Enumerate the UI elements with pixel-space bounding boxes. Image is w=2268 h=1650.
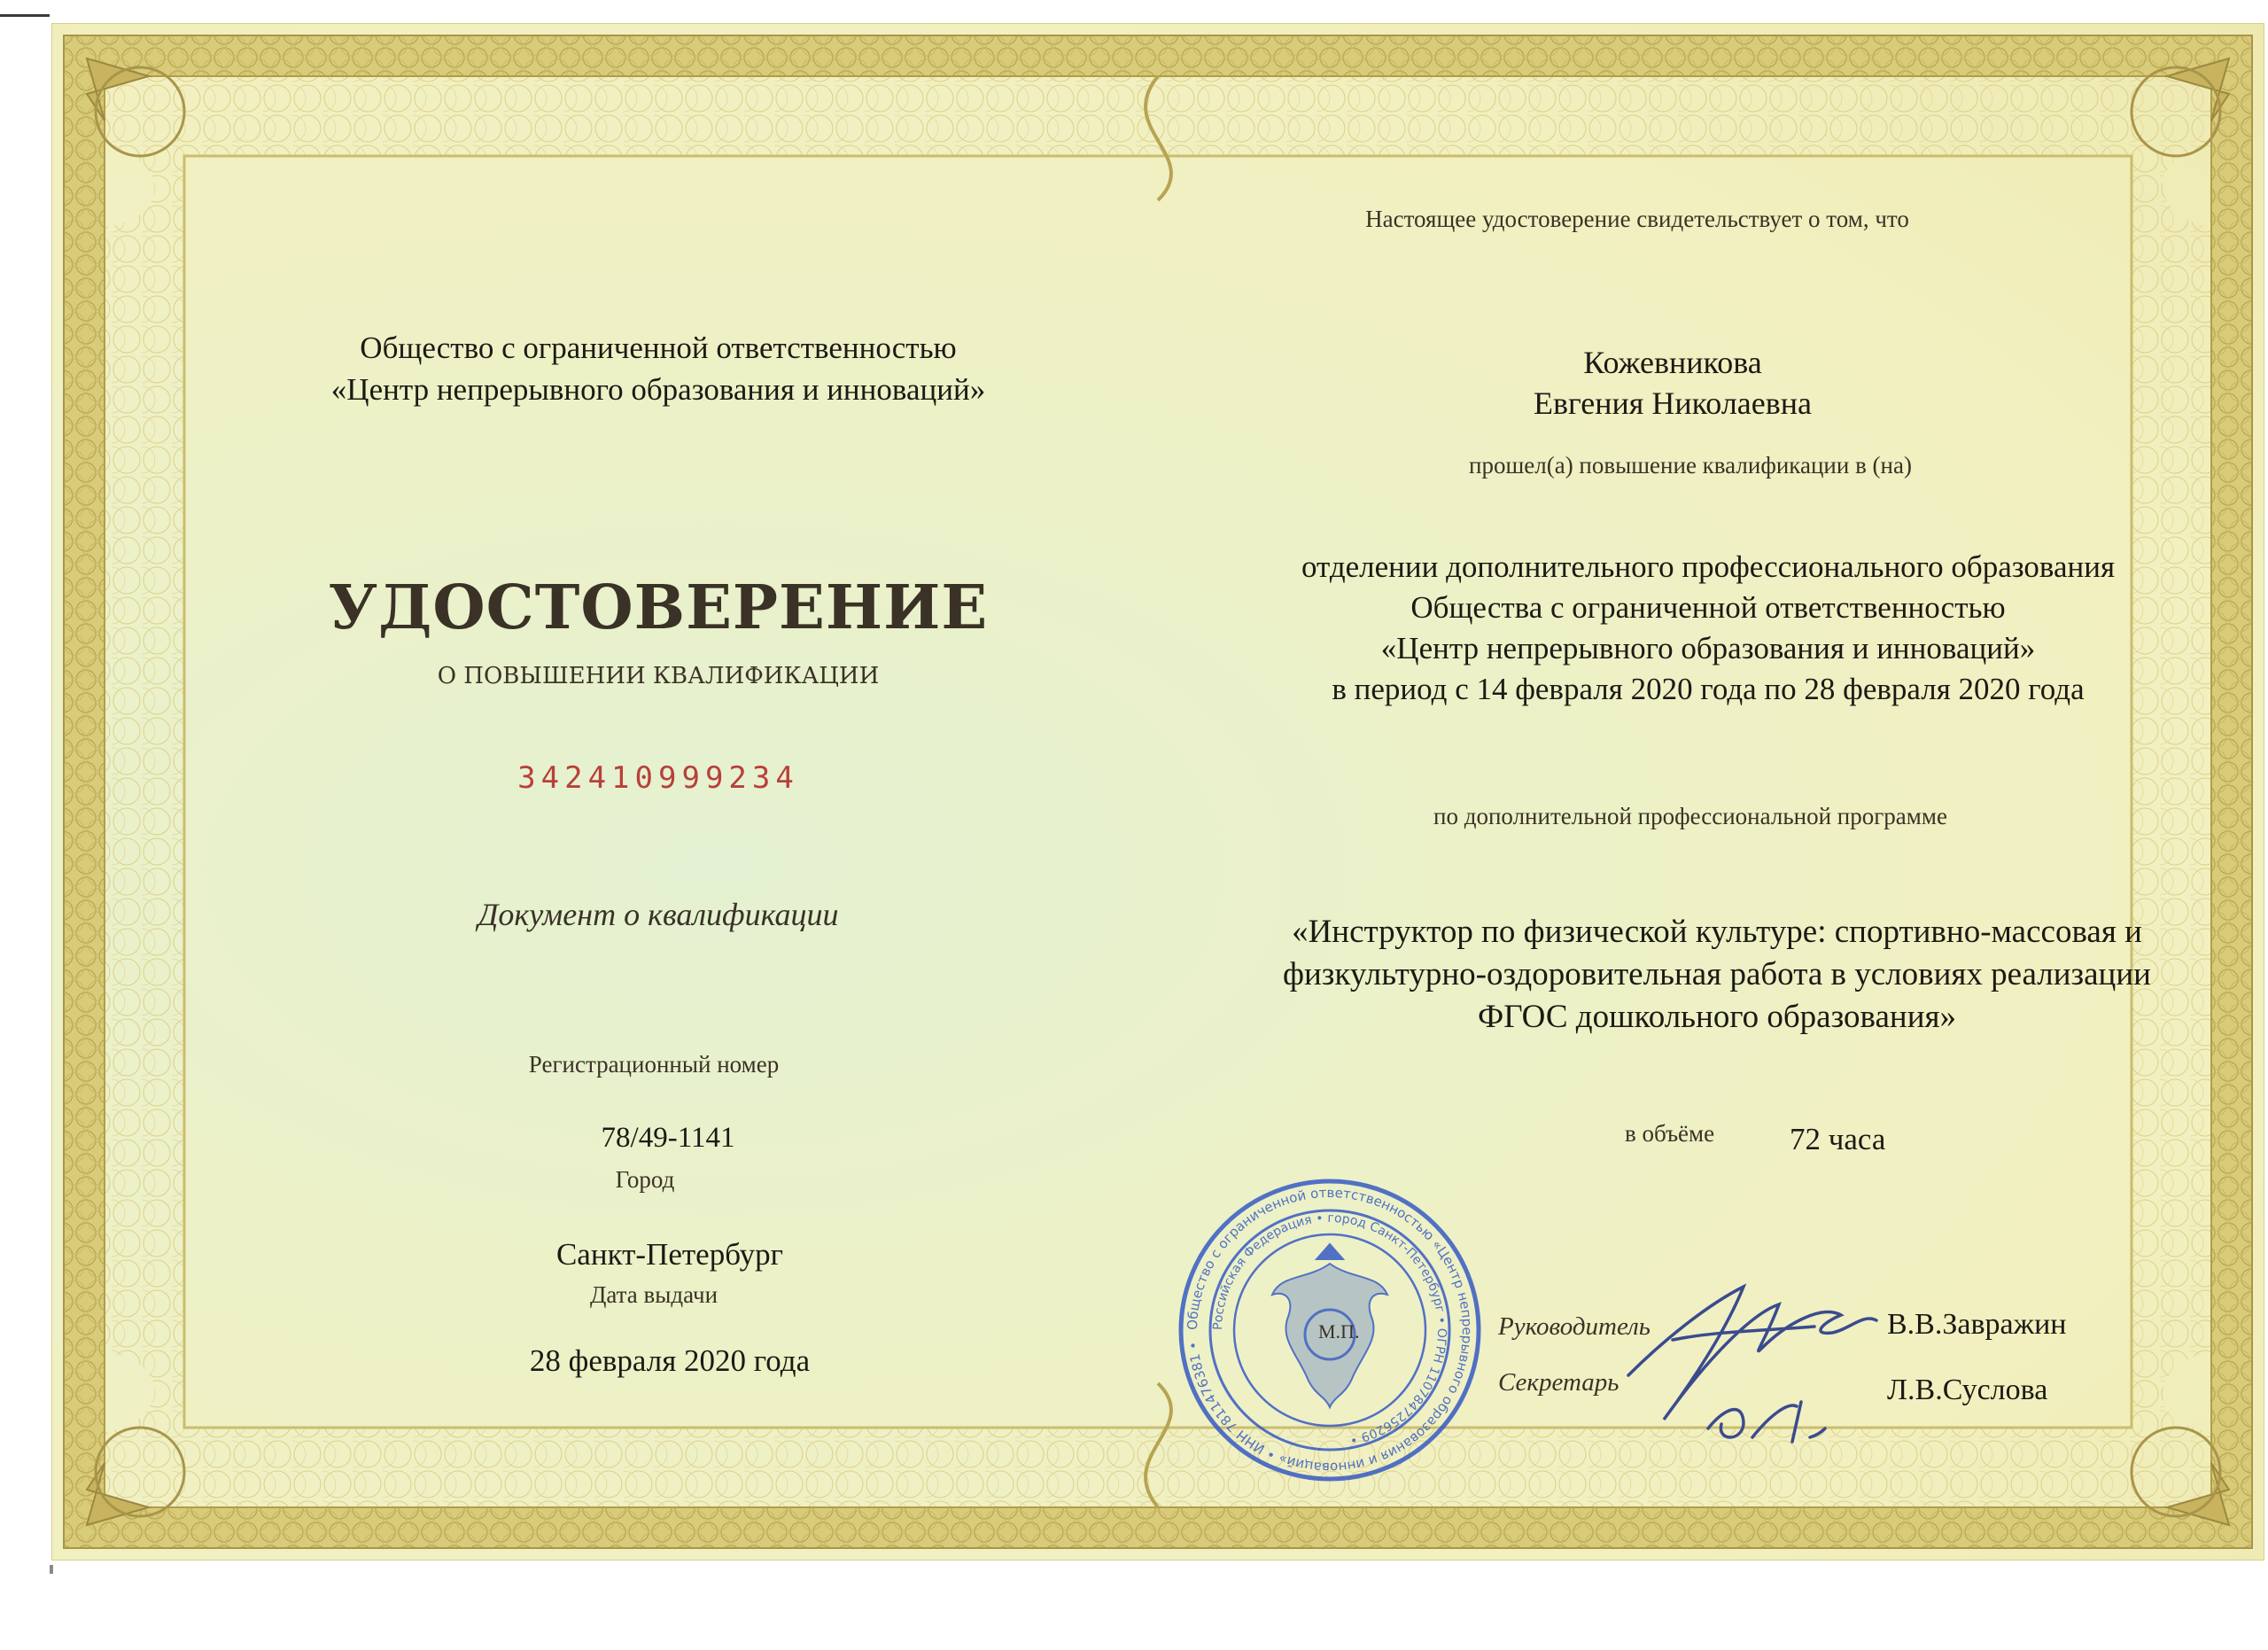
program-line3: ФГОС дошкольного образования» [1477, 999, 1957, 1035]
training-period: в период с 14 февраля 2020 года по 28 февраля 2020 года [1332, 672, 2085, 706]
registration-number: 78/49-1141 [601, 1122, 735, 1154]
city: Санкт-Петербург [555, 1237, 784, 1272]
certificate-sheet [51, 23, 2264, 1560]
secretary-name: Л.В.Суслова [1887, 1374, 2048, 1406]
secretary-label: Секретарь [1498, 1368, 1619, 1397]
signatures [1611, 1251, 1921, 1473]
issue-date-label: Дата выдачи [589, 1281, 718, 1308]
holder-surname: Кожевникова [1583, 345, 1762, 380]
program-line2: физкультурно-оздоровительная работа в условиях реализации [1283, 956, 2151, 992]
org-name-line2: «Центр непрерывного образования и инноваций» [330, 372, 986, 407]
stamp-place-mark: М.П. [1318, 1320, 1360, 1343]
dept-line3: «Центр непрерывного образования и инноваций» [1380, 631, 2036, 665]
holder-name: Евгения Николаевна [1534, 385, 1812, 421]
document-type: Документ о квалификации [478, 897, 839, 932]
volume-hours: 72 часа [1790, 1122, 1886, 1156]
scan-edge-mark [50, 1565, 53, 1574]
dept-line1: отделении дополнительного профессионального образования [1301, 549, 2116, 584]
issue-date: 28 февраля 2020 года [529, 1343, 811, 1378]
intro-text: Настоящее удостоверение свидетельствует о том, что [1365, 206, 1909, 232]
registration-label: Регистрационный номер [528, 1051, 780, 1078]
org-name-line1: Общество с ограниченной ответственностью [360, 331, 957, 365]
head-name: В.В.Завражин [1887, 1308, 2067, 1341]
document-title: УДОСТОВЕРЕНИЕ [328, 572, 989, 643]
stamp-outer-ring-text: Общество с ограниченной ответственностью «Центр непрерывного образования и инноваций» • ИНН 7811476381 • [1184, 1184, 1476, 1476]
dept-line2: Общества с ограниченной ответственностью [1410, 590, 2006, 625]
head-label: Руководитель [1498, 1312, 1651, 1341]
passed-text: прошел(а) повышение квалификации в (на) [1469, 452, 1912, 479]
serial-number: 342410999234 [517, 760, 799, 796]
program-label: по дополнительной профессиональной программе [1433, 803, 1947, 829]
volume-label: в объёме [1625, 1120, 1715, 1147]
scan-edge-mark [0, 14, 50, 17]
stamp-inner-ring-text: Российская Федерация • город Санкт-Петербург • ОГРН 1107847256209 • [1210, 1210, 1449, 1447]
program-line1: «Инструктор по физической культуре: спортивно-массовая и [1292, 914, 2142, 950]
city-label: Город [615, 1166, 675, 1193]
document-subtitle: О ПОВЫШЕНИИ КВАЛИФИКАЦИИ [437, 663, 880, 689]
